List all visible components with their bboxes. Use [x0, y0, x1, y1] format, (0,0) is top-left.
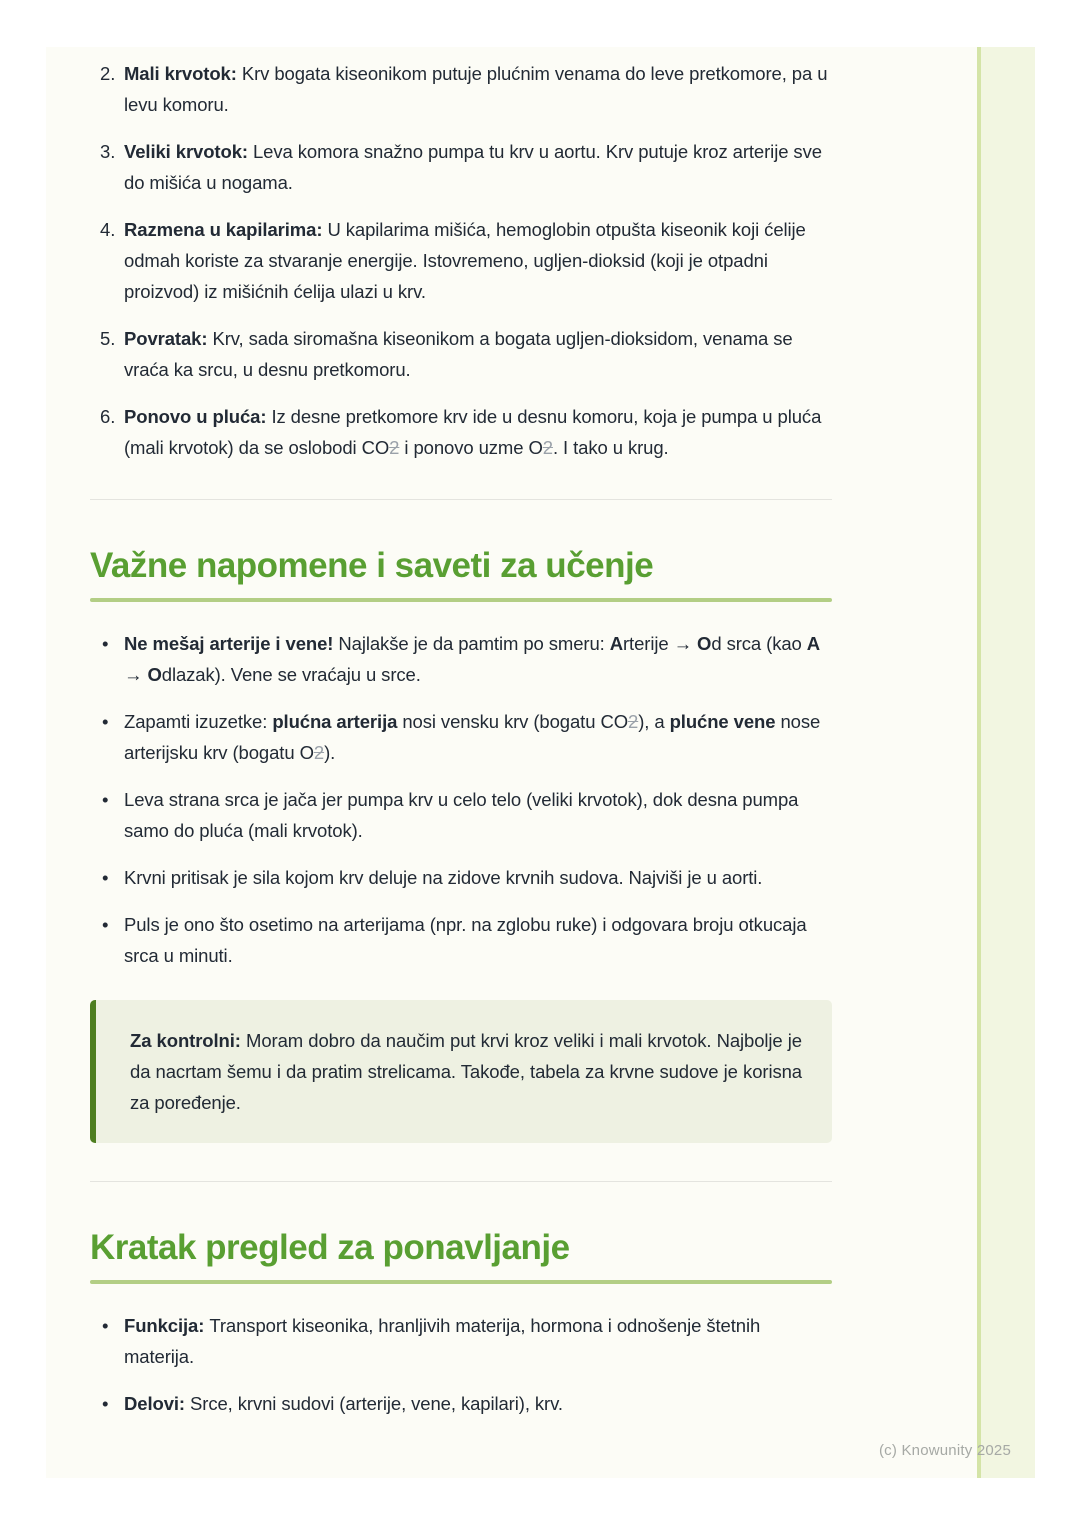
- list-item-text: [124, 1310, 832, 1372]
- text-run: ), a: [638, 711, 670, 732]
- bullet-marker: •: [102, 1315, 109, 1336]
- watermark: (c) Knowunity 2025: [878, 1442, 1011, 1459]
- text-run: . I tako u krug.: [552, 437, 669, 458]
- text-run: Iz desne pretkomore krv ide u desnu komoru, koja je pumpa u pluća (mali krvotok) da se oslobodi CO: [124, 406, 822, 458]
- bold-text-run: plućna arterija: [272, 711, 398, 732]
- bullet-marker: •: [102, 711, 109, 732]
- text-run: nosi vensku krv (bogatu CO: [397, 711, 629, 732]
- text-run: nose arterijsku krv (bogatu O: [124, 711, 821, 763]
- bold-text-run: A: [806, 633, 821, 654]
- text-run: Puls je ono što osetimo na arterijama (npr. na zglobu ruke) i odgovara broju otkucaja srca u minuti.: [124, 914, 807, 966]
- list-number: 3.: [100, 141, 116, 162]
- text-run: Zapamti izuzetke:: [124, 711, 273, 732]
- text-run: Moram dobro da naučim put krvi kroz veliki i mali krvotok. Najbolje je da nacrtam šemu i da pratim strelicama. Takođe, tabela za krvne sudove je korisna za poređenje.: [130, 1030, 802, 1113]
- text-run: →: [124, 664, 148, 685]
- list-item-text: [124, 58, 832, 120]
- list-item: [90, 784, 832, 846]
- list-item-text: [124, 628, 832, 690]
- list-item-text: [124, 323, 832, 385]
- bold-text-run: Za kontrolni:: [130, 1030, 247, 1051]
- list-item: [90, 214, 832, 307]
- list-item: [90, 706, 832, 768]
- text-run: U kapilarima mišića, hemoglobin otpušta kiseonik koji ćelije odmah koriste za stvaranje energije. Istovremeno, ugljen-dioksid (koji je otpadni proizvod) iz mišićnih ćelija ulazi u krv.: [124, 219, 806, 302]
- list-item-text: [124, 706, 832, 768]
- bold-text-run: Ne mešaj arterije i vene!: [124, 633, 339, 654]
- list-number: 5.: [100, 328, 116, 349]
- list-number: 6.: [100, 406, 116, 427]
- section-divider: [90, 1181, 832, 1182]
- bold-text-run: A: [609, 633, 623, 654]
- bullet-marker: •: [102, 867, 109, 888]
- text-run: Krv, sada siromašna kiseonikom a bogata ugljen-dioksidom, venama se vraća ka srcu, u desnu pretkomoru.: [124, 328, 793, 380]
- title-underline: [90, 598, 832, 602]
- document-page: [46, 47, 1035, 1478]
- text-run: Leva komora snažno pumpa tu krv u aortu. Krv putuje kroz arterije sve do mišića u nogama.: [124, 141, 822, 193]
- text-run: dlazak). Vene se vraćaju u srce.: [161, 664, 421, 685]
- title-underline: [90, 1280, 832, 1284]
- list-item: [90, 1388, 832, 1419]
- bold-text-run: O: [147, 664, 162, 685]
- review-summary-list: [90, 1310, 832, 1419]
- list-item-text: [124, 909, 832, 971]
- struck-subscript: 2: [542, 437, 553, 458]
- circulation-steps-list: [90, 58, 832, 463]
- text-run: i ponovo uzme O: [399, 437, 543, 458]
- struck-subscript: 2: [628, 711, 639, 732]
- struck-subscript: 2: [313, 742, 325, 763]
- bullet-marker: •: [102, 633, 109, 654]
- bold-text-run: O: [697, 633, 712, 654]
- page-edge-stripe: [977, 47, 1035, 1478]
- section-title-notes: Važne napomene i saveti za učenje: [90, 546, 654, 585]
- list-number: 2.: [100, 63, 116, 84]
- list-number: 4.: [100, 219, 116, 240]
- text-run: Leva strana srca je jača jer pumpa krv u celo telo (veliki krvotok), dok desna pumpa samo do pluća (mali krvotok).: [124, 789, 799, 841]
- text-run: Transport kiseonika, hranljivih materija, hormona i odnošenje štetnih materija.: [124, 1315, 761, 1367]
- bullet-marker: •: [102, 914, 109, 935]
- list-item-text: [124, 136, 832, 198]
- list-item: [90, 323, 832, 385]
- list-item: [90, 58, 832, 120]
- study-tips-list: [90, 628, 832, 971]
- text-run: d srca (kao: [711, 633, 807, 654]
- bold-text-run: plućne vene: [669, 711, 776, 732]
- callout-text: [130, 1025, 802, 1118]
- bold-text-run: Mali krvotok:: [124, 63, 242, 84]
- bold-text-run: Ponovo u pluća:: [124, 406, 272, 427]
- bullet-marker: •: [102, 1393, 109, 1414]
- list-item-text: [124, 214, 832, 307]
- bullet-marker: •: [102, 789, 109, 810]
- list-item-text: [124, 401, 832, 463]
- section-divider: [90, 499, 832, 500]
- struck-subscript: 2: [389, 437, 400, 458]
- text-run: Krv bogata kiseonikom putuje plućnim venama do leve pretkomore, pa u levu komoru.: [124, 63, 828, 115]
- text-run: Najlakše je da pamtim po smeru:: [338, 633, 610, 654]
- list-item: [90, 909, 832, 971]
- bold-text-run: Veliki krvotok:: [124, 141, 253, 162]
- list-item: [90, 1310, 832, 1372]
- list-item: [90, 136, 832, 198]
- bold-text-run: Funkcija:: [124, 1315, 210, 1336]
- list-item-text: [124, 862, 832, 893]
- list-item: [90, 401, 832, 463]
- section-title-review: Kratak pregled za ponavljanje: [90, 1228, 570, 1267]
- exam-note-callout: [90, 1000, 832, 1143]
- list-item-text: [124, 1388, 832, 1419]
- bold-text-run: Povratak:: [124, 328, 213, 349]
- bold-text-run: Delovi:: [124, 1393, 191, 1414]
- list-item: [90, 862, 832, 893]
- text-run: rterije →: [623, 633, 698, 654]
- text-run: Krvni pritisak je sila kojom krv deluje na zidove krvnih sudova. Najviši je u aorti.: [124, 867, 763, 888]
- text-run: ).: [324, 742, 336, 763]
- list-item: [90, 628, 832, 690]
- bold-text-run: Razmena u kapilarima:: [124, 219, 328, 240]
- text-run: Srce, krvni sudovi (arterije, vene, kapilari), krv.: [190, 1393, 563, 1414]
- page-content: [46, 47, 832, 1419]
- list-item-text: [124, 784, 832, 846]
- content-column: [90, 58, 832, 1419]
